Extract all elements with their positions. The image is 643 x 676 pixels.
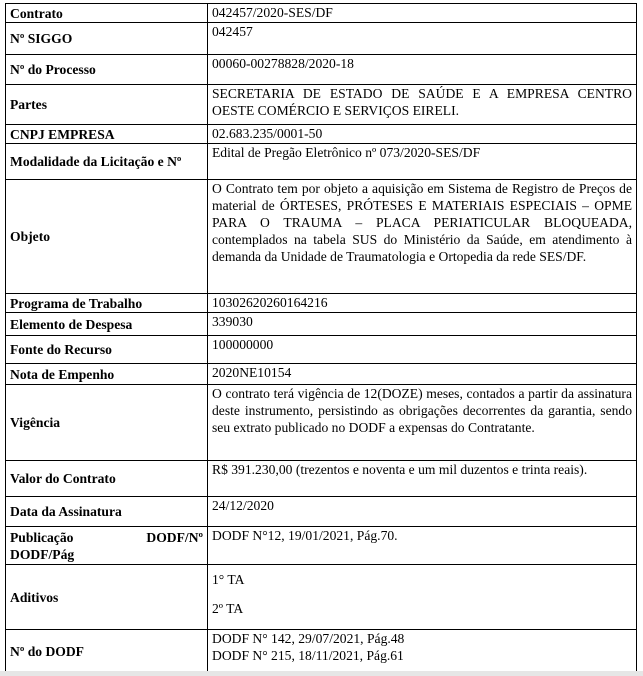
row-value: 02.683.235/0001-50 [208, 125, 637, 144]
row-label: Nº do DODF [6, 630, 208, 673]
row-label: Modalidade da Licitação e Nº [6, 144, 208, 180]
table-row [6, 180, 637, 294]
row-label: Fonte do Recurso [6, 336, 208, 364]
row-label: Data da Assinatura [6, 497, 208, 527]
row-label: Aditivos [6, 565, 208, 630]
dodf-entry: DODF N° 215, 18/11/2021, Pág.61 [212, 648, 404, 663]
row-label: Vigência [6, 385, 208, 461]
publication-label-page: DODF/Pág [10, 546, 75, 562]
table-row [6, 313, 637, 336]
table-row [6, 144, 637, 180]
dodf-entry: DODF N° 142, 29/07/2021, Pág.48 [212, 631, 405, 646]
table-row [6, 336, 637, 364]
row-value: SECRETARIA DE ESTADO DE SAÚDE E A EMPRESA CENTRO OESTE COMÉRCIO E SERVIÇOS EIRELI. [208, 85, 637, 125]
row-value: DODF N°12, 19/01/2021, Pág.70. [208, 527, 637, 565]
row-value: 10302620260164216 [208, 294, 637, 313]
row-value: 339030 [208, 313, 637, 336]
bottom-edge-strip [0, 671, 643, 676]
row-value: 2020NE10154 [208, 364, 637, 385]
table-row [6, 23, 637, 55]
row-label: Nº SIGGO [6, 23, 208, 55]
aditivo-item: 1° TA [212, 572, 245, 587]
row-label: Valor do Contrato [6, 461, 208, 497]
row-value: 042457/2020-SES/DF [208, 4, 637, 23]
table-row [6, 294, 637, 313]
table-row [6, 385, 637, 461]
row-label: Contrato [6, 4, 208, 23]
table-row [6, 497, 637, 527]
table-row [6, 461, 637, 497]
table-row [6, 364, 637, 385]
row-value [208, 565, 637, 630]
table-row [6, 85, 637, 125]
row-label: Nº do Processo [6, 55, 208, 85]
row-value: 042457 [208, 23, 637, 55]
aditivo-item: 2º TA [212, 601, 244, 616]
table-row [6, 630, 637, 673]
table-row [6, 527, 637, 565]
row-value: 24/12/2020 [208, 497, 637, 527]
row-value: R$ 391.230,00 (trezentos e noventa e um mil duzentos e trinta reais). [208, 461, 637, 497]
row-value [208, 630, 637, 673]
publication-label: Publicação [10, 529, 74, 545]
row-value: Edital de Pregão Eletrônico nº 073/2020-SES/DF [208, 144, 637, 180]
row-label: Nota de Empenho [6, 364, 208, 385]
row-label: CNPJ EMPRESA [6, 125, 208, 144]
contract-summary-table [5, 3, 637, 673]
table-row [6, 55, 637, 85]
table-row [6, 565, 637, 630]
row-label [6, 527, 208, 565]
row-label: Programa de Trabalho [6, 294, 208, 313]
row-value: O contrato terá vigência de 12(DOZE) meses, contados a partir da assinatura deste instrumento, persistindo as obrigações decorrentes da garantia, sendo seu extrato publicado no DODF a expensas do Contratante. [208, 385, 637, 461]
row-value: 100000000 [208, 336, 637, 364]
row-value: O Contrato tem por objeto a aquisição em Sistema de Registro de Preços de material de ÓRTESES, PRÓTESES E MATERIAIS ESPECIAIS – OPME PARA O TRAUMA – PLACA PERIATICULAR BLOQUEADA, contemplados na tabela SUS do Ministério da Saúde, em atendimento à demanda da Unidade de Traumatologia e Ortopedia da rede SES/DF. [208, 180, 637, 294]
row-label: Objeto [6, 180, 208, 294]
row-label: Partes [6, 85, 208, 125]
row-value: 00060-00278828/2020-18 [208, 55, 637, 85]
publication-label-dodf-n: DODF/Nº [146, 529, 203, 545]
table-row [6, 125, 637, 144]
table-row [6, 4, 637, 23]
row-label: Elemento de Despesa [6, 313, 208, 336]
